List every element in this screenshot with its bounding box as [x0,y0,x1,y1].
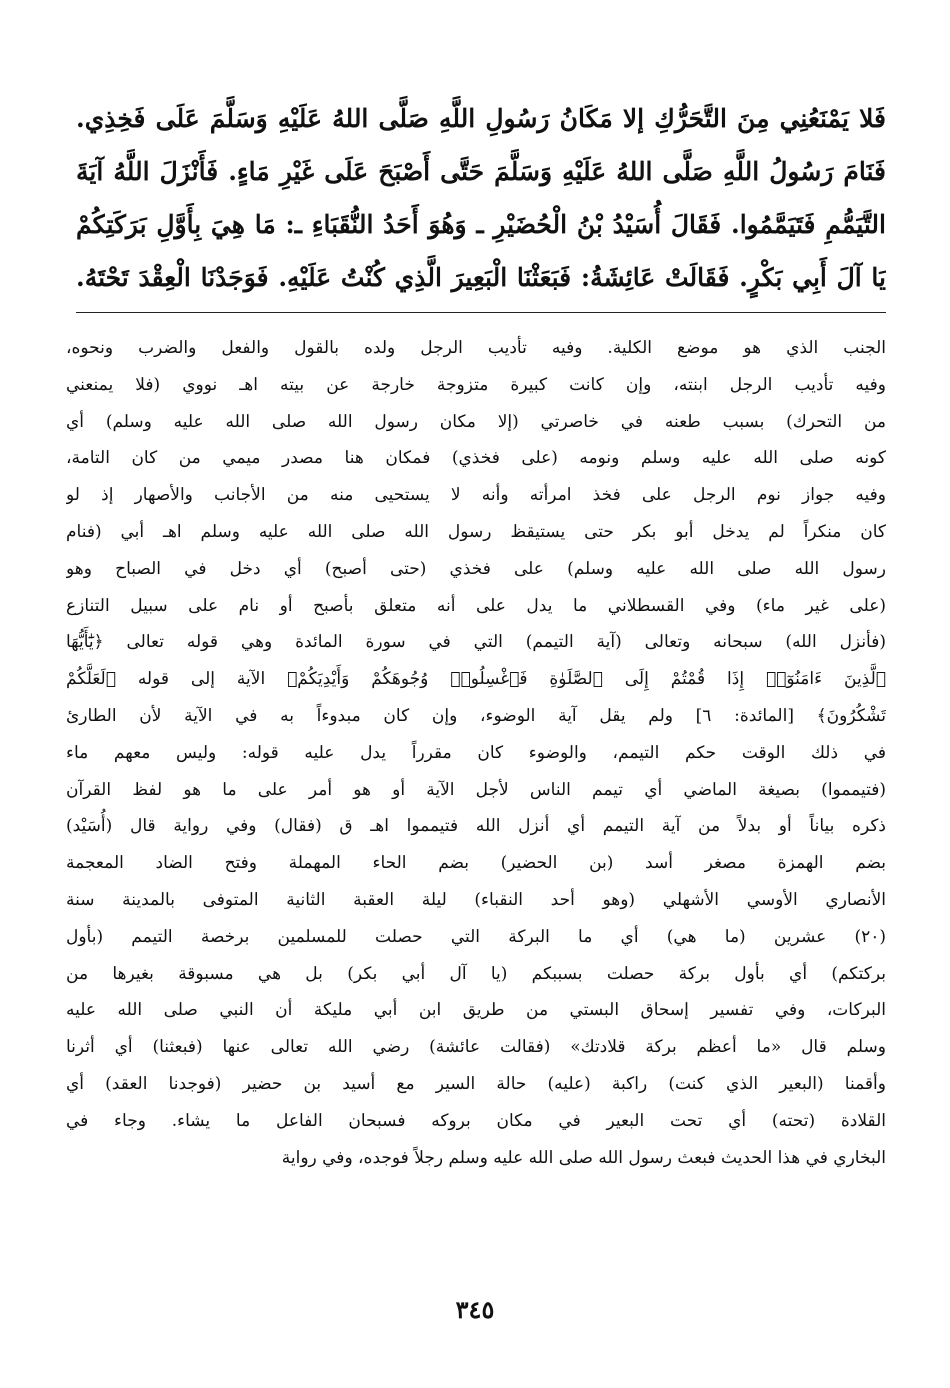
commentary-line: (٢٠) عشرين (ما هي) أي ما البركة التي حصلت للمسلمين برخصة التيمم (بأول [66,926,886,947]
commentary-line: القلادة (تحته) أي تحت البعير في مكان بروكه فسبحان الفاعل ما يشاء. وجاء في [66,1110,886,1131]
page-number: ٣٤٥ [455,1295,495,1324]
commentary-line: (فتيمموا) بصيغة الماضي أي تيمم الناس لأجل الآية أو هو أمر على ما هو لفظ القرآن [66,779,886,800]
commentary-line: كونه صلى الله عليه وسلم ونومه (على فخذي) فمكان هنا مصدر ميمي من كان التامة، [66,448,886,469]
commentary-line: وفيه تأديب الرجل ابنته، وإن كانت كبيرة متزوجة خارجة عن بيته اهـ نووي (فلا يمنعني [66,374,886,395]
hadith-text [76,92,886,304]
commentary-line: ذكره بياناً أو بدلاً من آية التيمم أي أنزل الله فتيمموا اهـ ق (فقال) وفي رواية قال (أُسَيْد) [66,816,886,837]
commentary-line: الأنصاري الأوسي الأشهلي (وهو أحد النقباء) ليلة العقبة الثانية المتوفى بالمدينة سنة [66,889,886,910]
commentary-line: بضم الهمزة مصغر أسد (بن الحضير) بضم الحاء المهملة وفتح الضاد المعجمة [66,853,886,874]
commentary-line: من التحرك) بسبب طعنه في خاصرتي (إلا مكان رسول الله صلى الله عليه وسلم) أي [66,411,886,432]
commentary-line: تَشْكُرُونَ﴾ [المائدة: ٦] ولم يقل آية الوضوء، وإن كان مبدوءاً به في الآية لأن الطارئ [66,705,886,726]
section-divider [76,312,886,313]
commentary-line: الجنب الذي هو موضع الكلية. وفيه تأديب الرجل ولده بالقول والفعل والضرب ونحوه، [66,338,886,358]
commentary-line: البركات، وفي تفسير إسحاق البستي من طريق ابن أبي مليكة أن النبي صلى الله عليه [66,1000,886,1021]
hadith-line: يَا آلَ أَبِي بَكْرٍ. فَقَالَتْ عَائِشَةُ: فَبَعَثْنَا الْبَعِيرَ الَّذِي كُنْتُ عَلَيْهِ. فَوَجَدْنَا الْعِقْدَ تَحْتَهُ. [76,263,886,292]
hadith-line: فَنَامَ رَسُولُ اللَّهِ صَلَّى اللهُ عَلَيْهِ وَسَلَّمَ حَتَّى أَصْبَحَ عَلَى غَيْرِ مَاءٍ. فَأَنْزَلَ اللَّهُ آيَةَ [76,157,886,186]
commentary-line: ٱلَّذِينَ ءَامَنُوٓا۟ إِذَا قُمْتُمْ إِلَى ٱلصَّلَوٰةِ فَٱغْسِلُوا۟ وُجُوهَكُمْ وَأَيْدِيَكُمْ﴾ الآية إلى قوله ﴿لَعَلَّكُمْ [66,669,886,690]
hadith-line: التَّيَمُّمِ فَتَيَمَّمُوا. فَقَالَ أُسَيْدُ بْنُ الْحُضَيْرِ ـ وَهُوَ أَحَدُ النُّقَبَاءِ ـ: مَا هِيَ بِأَوَّلِ بَرَكَتِكُمْ [76,210,886,239]
commentary-line: كان منكراً لم يدخل أبو بكر حتى يستيقظ رسول الله صلى الله عليه وسلم اهـ أبي (فنام [66,521,886,542]
hadith-line: فَلا يَمْنَعُنِي مِنَ التَّحَرُّكِ إلا مَكَانُ رَسُولِ اللَّهِ صَلَّى اللهُ عَلَيْهِ وَسَلَّمَ عَلَى فَخِذِي. [76,104,886,133]
commentary-line: (فأنزل الله) سبحانه وتعالى (آية التيمم) التي في سورة المائدة وهي قوله تعالى ﴿يَٰٓأَيُّهَا [66,632,886,653]
commentary-text [66,330,886,1176]
commentary-line: بركتكم) أي بأول بركة حصلت بسببكم (يا آل أبي بكر) بل هي مسبوقة بغيرها من [66,963,886,984]
commentary-line: (على غير ماء) وفي القسطلاني ما يدل على أنه متعلق بأصبح أو نام على سبيل التنازع [66,595,886,616]
commentary-line: البخاري في هذا الحديث فبعث رسول الله صلى الله عليه وسلم رجلاً فوجده، وفي رواية [281,1147,886,1168]
commentary-line: رسول الله صلى الله عليه وسلم) على فخذي (حتى أصبح) أي دخل في الصباح وهو [66,558,886,579]
commentary-line: في ذلك الوقت حكم التيمم، والوضوء كان مقرراً يدل عليه قوله: وليس معهم ماء [66,742,886,763]
commentary-line: وفيه جواز نوم الرجل على فخذ امرأته وأنه لا يستحيى منه من الأجانب والأصهار إذ لو [66,485,886,506]
commentary-line: وأقمنا (البعير الذي كنت) راكبة (عليه) حالة السير مع أسيد بن حضير (فوجدنا العقد) أي [66,1073,886,1094]
commentary-line: وسلم قال «ما أعظم بركة قلادتك» (فقالت عائشة) رضي الله تعالى عنها (فبعثنا) أي أثرنا [66,1037,886,1058]
